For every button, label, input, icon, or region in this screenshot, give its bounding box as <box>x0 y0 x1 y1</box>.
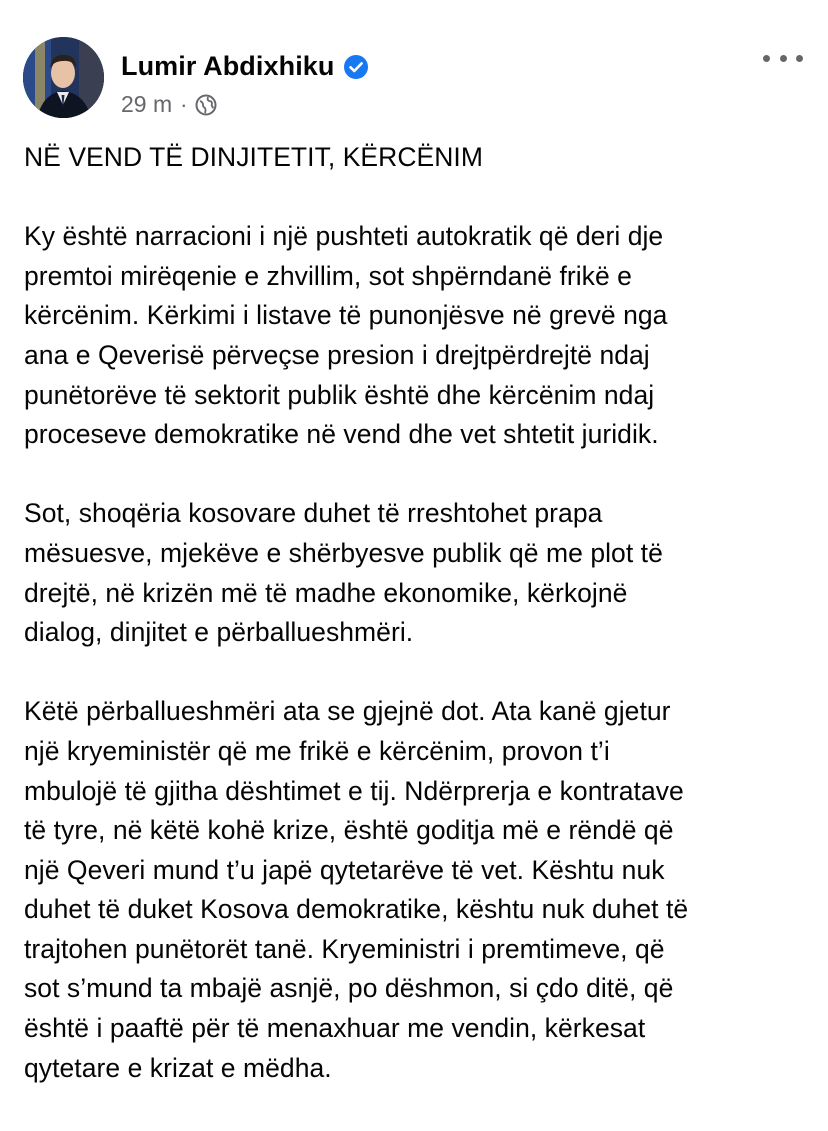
verified-badge-icon <box>343 54 369 80</box>
post-paragraph-3: Këtë përballueshmëri ata se gjejnë dot. Ata kanë gjetur një kryeministër që me frikë e kërcënim, provon t’i mbulojë të gjitha dështimet e tij. Ndërprerja e kontratave të tyre, në këtë kohë krize, është goditja më e rëndë që një Qeveri mund t’u japë qytetarëve të vet. Kështu nuk duhet të duket Kosova demokratike, kështu nuk duhet të trajtohen punëtorët tanë. Kryeministri i premtimeve, që sot s’mund ta mbajë asnjë, po dëshmon, si çdo ditë, që është i paaftë për të menaxhuar me vendin, kërkesat qytetare e krizat e mëdha. <box>24 696 689 1083</box>
avatar[interactable] <box>23 37 104 118</box>
avatar-photo <box>23 37 104 118</box>
meta-separator: · <box>180 91 188 117</box>
post-body <box>24 138 814 1128</box>
post-meta <box>121 91 217 118</box>
post-paragraph-1: Ky është narracioni i një pushteti autokratik që deri dje premtoi mirëqenie e zhvillim, sot shpërndanë frikë e kërcënim. Kërkimi i listave të punonjësve në grevë nga ana e Qeverisë përveçse presion i drejtpërdrejtë ndaj punëtorëve të sektorit publik është dhe kërcënim ndaj proceseve demokratike në vend dhe vet shtetit juridik. <box>24 221 668 450</box>
author-row <box>121 51 369 82</box>
more-options-icon[interactable] <box>763 45 803 71</box>
post-headline: NË VEND TË DINJITETIT, KËRCËNIM <box>24 142 483 172</box>
author-name[interactable]: Lumir Abdixhiku <box>121 51 335 81</box>
post-paragraph-2: Sot, shoqëria kosovare duhet të rreshtohet prapa mësuesve, mjekëve e shërbyesve publik që me plot të drejtë, në krizën më të madhe ekonomike, kërkojnë dialog, dinjitet e përballueshmëri. <box>24 498 663 648</box>
post-header <box>23 37 803 121</box>
more-dot <box>780 55 787 62</box>
globe-icon[interactable] <box>195 94 217 116</box>
more-dot <box>796 55 803 62</box>
post-timestamp[interactable]: 29 m <box>121 91 173 117</box>
more-dot <box>763 55 770 62</box>
